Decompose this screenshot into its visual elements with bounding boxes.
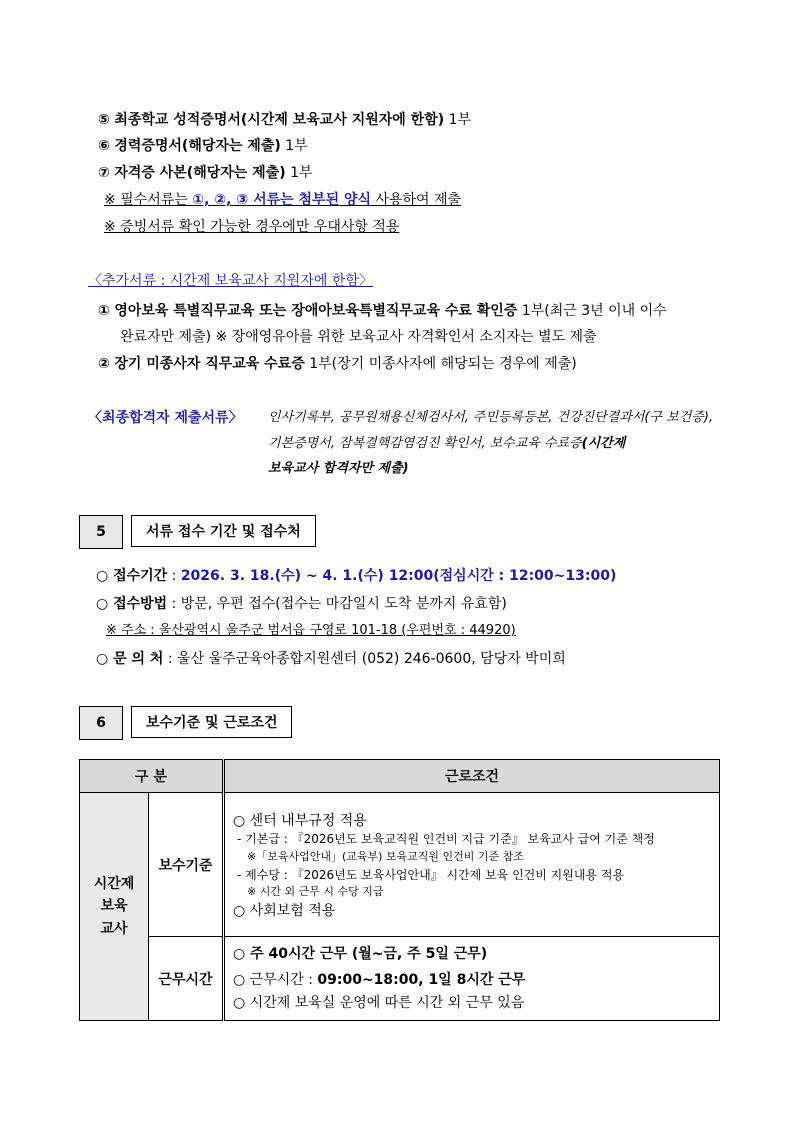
hours-line-1: ○ 주 40시간 근무 (월~금, 주 5일 근무) <box>233 946 488 963</box>
reception-address: ※ 주소 : 울산광역시 울주군 범서읍 구영로 101-18 (우편번호 : 44920) <box>106 623 516 638</box>
hours-line-3: ○ 시간제 보육실 운영에 따른 시간 외 근무 있음 <box>233 994 525 1011</box>
work-conditions-table <box>79 759 720 1021</box>
section-5-header <box>79 515 359 547</box>
doc-item-7 <box>98 166 313 180</box>
proof-docs-note: ※ 증빙서류 확인 가능한 경우에만 우대사항 적용 <box>104 219 400 235</box>
doc-item-6-num: ⑥ <box>98 138 110 154</box>
additional-item-1 <box>98 304 667 318</box>
doc-item-5-count: 1부 <box>444 112 472 128</box>
doc-item-7-count: 1부 <box>285 165 313 181</box>
pay-line-3: ※「보육사업안내」(교육부) 보육교직원 인건비 기준 참조 <box>247 849 524 863</box>
additional-item-2-num: ② <box>98 356 110 372</box>
pay-line-6: ○ 사회보험 적용 <box>233 902 336 919</box>
contact-value: : 울산 울주군육아종합지원센터 (052) 246-0600, 담당자 박미희 <box>163 651 566 667</box>
table-row <box>80 937 720 1021</box>
doc-item-6 <box>98 139 308 153</box>
final-docs-line-2 <box>268 437 625 450</box>
pay-line-1: ○ 센터 내부규정 적용 <box>233 812 367 829</box>
table-header-conditions: 근로조건 <box>224 760 720 793</box>
additional-item-1-rest: 1부(최근 3년 이내 이수 <box>517 303 667 319</box>
pay-line-2: - 기본급 : 『2026년도 보육교직원 인건비 지급 기준』 보육교사 급여 기준 책정 <box>237 832 655 847</box>
group-cell <box>80 793 149 1021</box>
required-docs-note <box>104 193 461 207</box>
work-hours-content <box>224 937 720 1021</box>
additional-item-1-num: ① <box>98 303 110 319</box>
required-note-highlight: ①, ②, ③ 서류는 첨부된 양식 <box>192 192 372 208</box>
additional-item-2-rest: 1부(장기 미종사자에 해당되는 경우에 제출) <box>304 356 577 372</box>
final-docs-line-2-bold: (시간제 <box>581 436 626 451</box>
table-header-row <box>80 760 720 793</box>
additional-item-2-text: 장기 미종사자 직무교육 수료증 <box>114 356 305 372</box>
hours-line-2-value: 09:00~18:00, 1일 8시간 근무 <box>317 972 526 989</box>
group-line-3: 교사 <box>100 920 128 937</box>
additional-docs-heading: 〈추가서류 : 시간제 보육교사 지원자에 한함〉 <box>88 273 373 289</box>
section-5-title: 서류 접수 기간 및 접수처 <box>131 515 316 547</box>
doc-item-7-text: 자격증 사본(해당자는 제출) <box>114 165 286 181</box>
pay-line-5: ※ 시간 외 근무 시 수당 지급 <box>247 885 384 899</box>
additional-item-1-text: 영아보육 특별직무교육 또는 장애아보육특별직무교육 수료 확인증 <box>114 303 518 319</box>
doc-item-6-text: 경력증명서(해당자는 제출) <box>114 138 281 154</box>
final-docs-line-2-text: 기본증명서, 잠복결핵감염검진 확인서, 보수교육 수료증 <box>268 436 582 451</box>
reception-period <box>96 569 616 583</box>
final-docs-line-1: 인사기록부, 공무원채용신체검사서, 주민등록등본, 건강진단결과서(구 보건증), <box>268 410 714 425</box>
group-line-2: 보육 <box>100 898 128 915</box>
doc-item-7-num: ⑦ <box>98 165 110 181</box>
final-docs-line-3: 보육교사 합격자만 제출) <box>268 461 409 476</box>
pay-basis-label: 보수기준 <box>149 793 224 937</box>
section-6-title: 보수기준 및 근로조건 <box>131 706 292 738</box>
doc-item-5-text: 최종학교 성적증명서(시간제 보육교사 지원자에 한함) <box>114 112 445 128</box>
pay-line-4: - 제수당 : 『2026년도 보육사업안내』 시간제 보육 인건비 지원내용 적용 <box>237 867 625 882</box>
doc-item-5 <box>98 113 471 127</box>
reception-method <box>96 597 507 611</box>
hours-line-2-label: ○ 근무시간 : <box>233 972 318 989</box>
table-header-category: 구 분 <box>80 760 224 793</box>
reception-period-label: ○ 접수기간 <box>96 568 168 584</box>
reception-period-sep: : <box>167 568 181 584</box>
table-row <box>80 793 720 937</box>
doc-item-6-count: 1부 <box>280 138 308 154</box>
required-note-prefix: ※ 필수서류는 <box>104 192 193 208</box>
section-5-number: 5 <box>79 515 123 549</box>
contact-label: ○ 문 의 처 <box>96 651 164 667</box>
reception-period-value: 2026. 3. 18.(수) ~ 4. 1.(수) 12:00(점심시간 : 12:00~13:00) <box>180 568 617 584</box>
final-docs-heading: 〈최종합격자 제출서류〉 <box>88 410 243 426</box>
reception-method-value: : 방문, 우편 접수(접수는 마감일시 도착 분까지 유효함) <box>167 596 507 612</box>
work-hours-label: 근무시간 <box>149 937 224 1021</box>
additional-item-2 <box>98 357 577 371</box>
doc-item-5-num: ⑤ <box>98 112 110 128</box>
hours-line-2 <box>233 972 719 988</box>
required-note-suffix: 사용하여 제출 <box>371 192 462 208</box>
group-line-1: 시간제 <box>93 875 135 892</box>
section-6-header <box>79 706 359 738</box>
additional-item-1-continued: 완료자만 제출) ※ 장애영유아를 위한 보육교사 자격확인서 소지자는 별도 제출 <box>120 329 597 345</box>
reception-method-label: ○ 접수방법 <box>96 596 168 612</box>
pay-basis-content <box>224 793 720 937</box>
contact-info <box>96 652 566 666</box>
section-6-number: 6 <box>79 706 123 740</box>
